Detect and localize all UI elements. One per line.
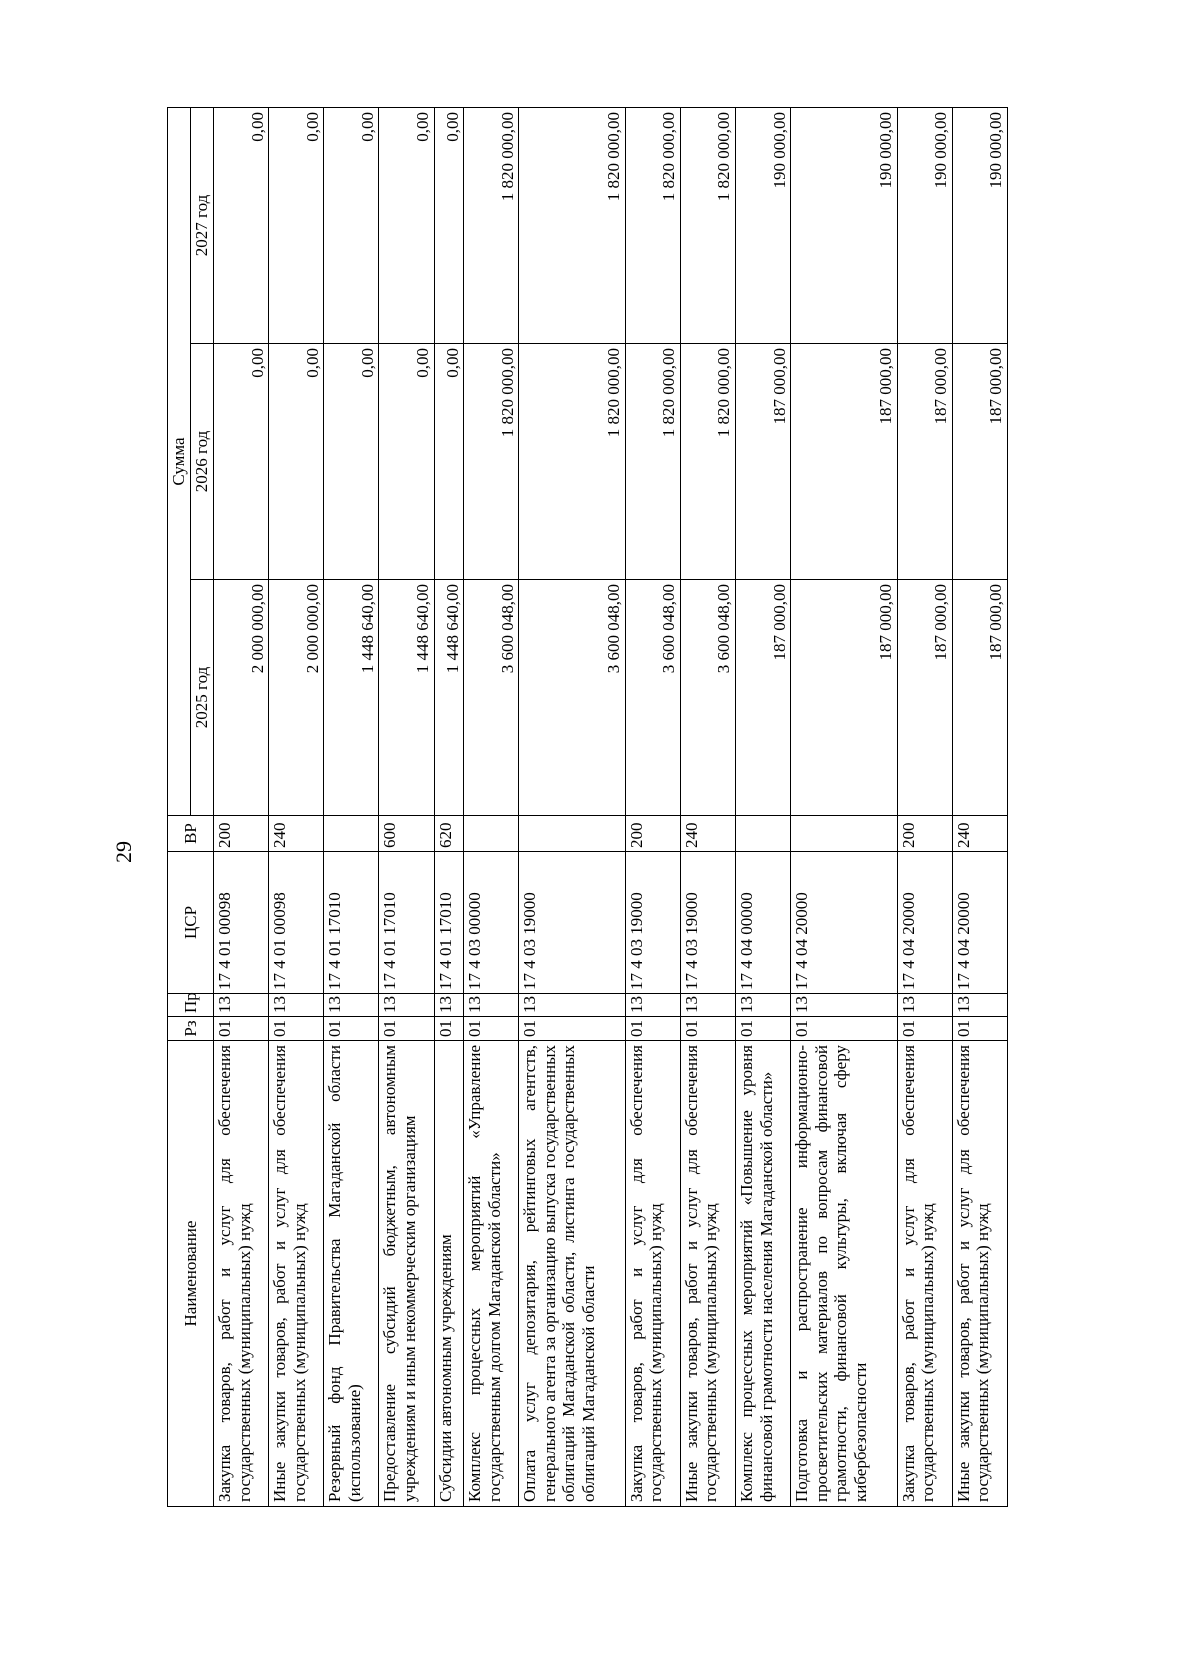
row-vr: 200	[214, 816, 269, 852]
table-body	[214, 107, 1008, 1506]
row-sum-2026: 187 000,00	[736, 344, 791, 580]
row-sum-2025: 3 600 048,00	[519, 580, 625, 816]
row-sum-2026: 0,00	[269, 344, 324, 580]
row-name: Комплекс процессных мероприятий «Повышение уровня финансовой грамотности населения Магаданской области»	[736, 1041, 791, 1507]
row-sum-2027: 0,00	[269, 107, 324, 343]
row-sum-2027: 190 000,00	[791, 107, 897, 343]
row-sum-2027: 1 820 000,00	[680, 107, 735, 343]
row-sum-2025: 1 448 640,00	[379, 580, 434, 816]
row-sum-2025: 187 000,00	[952, 580, 1007, 816]
row-vr: 620	[434, 816, 464, 852]
header-sum: Сумма	[168, 107, 191, 815]
row-name: Иные закупки товаров, работ и услуг для обеспечения государственных (муниципальных) нужд	[952, 1041, 1007, 1507]
row-sum-2025: 2 000 000,00	[214, 580, 269, 816]
table-row	[791, 107, 897, 1506]
row-pr: 13	[379, 994, 434, 1017]
row-vr	[324, 816, 379, 852]
row-sum-2025: 1 448 640,00	[434, 580, 464, 816]
row-sum-2025: 1 448 640,00	[324, 580, 379, 816]
row-vr	[736, 816, 791, 852]
row-sum-2026: 0,00	[434, 344, 464, 580]
table-row	[519, 107, 625, 1506]
table-row	[434, 107, 464, 1506]
row-pr: 13	[464, 994, 519, 1017]
row-csr: 17 4 03 19000	[680, 852, 735, 994]
row-sum-2025: 3 600 048,00	[464, 580, 519, 816]
row-pr: 13	[897, 994, 952, 1017]
row-csr: 17 4 01 17010	[324, 852, 379, 994]
row-sum-2025: 187 000,00	[791, 580, 897, 816]
table-row	[379, 107, 434, 1506]
header-vr: ВР	[168, 816, 214, 852]
row-name: Иные закупки товаров, работ и услуг для обеспечения государственных (муниципальных) нужд	[269, 1041, 324, 1507]
row-name: Оплата услуг депозитария, рейтинговых агентств, генерального агента за организацию выпуска государственных облигаций Магаданской области, листинга государственных облигаций Магаданской области	[519, 1041, 625, 1507]
row-csr: 17 4 04 20000	[897, 852, 952, 994]
row-sum-2025: 2 000 000,00	[269, 580, 324, 816]
header-rz: Рз	[168, 1017, 214, 1041]
table-row	[952, 107, 1007, 1506]
row-sum-2026: 1 820 000,00	[464, 344, 519, 580]
header-year-2025: 2025 год	[191, 580, 214, 816]
row-vr: 240	[680, 816, 735, 852]
row-sum-2027: 0,00	[434, 107, 464, 343]
row-vr: 600	[379, 816, 434, 852]
header-pr: Пр	[168, 994, 214, 1017]
row-name: Предоставление субсидий бюджетным, автономным учреждениям и иным некоммерческим организациям	[379, 1041, 434, 1507]
row-rz: 01	[952, 1017, 1007, 1041]
row-pr: 13	[214, 994, 269, 1017]
row-rz: 01	[379, 1017, 434, 1041]
table-row	[736, 107, 791, 1506]
row-name: Подготовка и распространение информационно-просветительских материалов по вопросам финансовой грамотности, финансовой культуры, включая сферу кибербезопасности	[791, 1041, 897, 1507]
row-csr: 17 4 01 17010	[379, 852, 434, 994]
row-pr: 13	[625, 994, 680, 1017]
row-sum-2026: 1 820 000,00	[519, 344, 625, 580]
row-sum-2027: 1 820 000,00	[464, 107, 519, 343]
row-sum-2026: 1 820 000,00	[625, 344, 680, 580]
header-year-2027: 2027 год	[191, 107, 214, 343]
row-name: Комплекс процессных мероприятий «Управление государственным долгом Магаданской области»	[464, 1041, 519, 1507]
row-vr: 240	[952, 816, 1007, 852]
row-rz: 01	[324, 1017, 379, 1041]
table-row	[464, 107, 519, 1506]
row-name: Субсидии автономным учреждениям	[434, 1041, 464, 1507]
row-pr: 13	[324, 994, 379, 1017]
row-sum-2025: 187 000,00	[736, 580, 791, 816]
budget-table	[167, 107, 1008, 1507]
budget-table-container	[167, 108, 1008, 1507]
row-csr: 17 4 01 00098	[269, 852, 324, 994]
row-pr: 13	[791, 994, 897, 1017]
row-csr: 17 4 03 19000	[625, 852, 680, 994]
row-name: Резервный фонд Правительства Магаданской области (использование)	[324, 1041, 379, 1507]
row-sum-2025: 3 600 048,00	[680, 580, 735, 816]
page-number: 29	[111, 841, 136, 863]
row-name: Закупка товаров, работ и услуг для обеспечения государственных (муниципальных) нужд	[214, 1041, 269, 1507]
row-sum-2027: 0,00	[379, 107, 434, 343]
row-csr: 17 4 01 00098	[214, 852, 269, 994]
table-row	[897, 107, 952, 1506]
row-pr: 13	[952, 994, 1007, 1017]
row-rz: 01	[269, 1017, 324, 1041]
row-sum-2026: 187 000,00	[952, 344, 1007, 580]
row-pr: 13	[269, 994, 324, 1017]
row-name: Закупка товаров, работ и услуг для обеспечения государственных (муниципальных) нужд	[625, 1041, 680, 1507]
row-sum-2027: 0,00	[324, 107, 379, 343]
row-pr: 13	[519, 994, 625, 1017]
row-sum-2025: 3 600 048,00	[625, 580, 680, 816]
row-rz: 01	[680, 1017, 735, 1041]
row-sum-2027: 190 000,00	[952, 107, 1007, 343]
row-csr: 17 4 04 20000	[952, 852, 1007, 994]
row-sum-2026: 1 820 000,00	[680, 344, 735, 580]
row-sum-2027: 1 820 000,00	[519, 107, 625, 343]
row-sum-2026: 0,00	[214, 344, 269, 580]
header-name: Наименование	[168, 1041, 214, 1507]
table-row	[680, 107, 735, 1506]
row-sum-2026: 0,00	[324, 344, 379, 580]
header-year-2026: 2026 год	[191, 344, 214, 580]
row-vr: 200	[897, 816, 952, 852]
table-row	[625, 107, 680, 1506]
row-csr: 17 4 03 00000	[464, 852, 519, 994]
row-rz: 01	[214, 1017, 269, 1041]
row-vr: 240	[269, 816, 324, 852]
row-rz: 01	[434, 1017, 464, 1041]
row-rz: 01	[897, 1017, 952, 1041]
row-rz: 01	[519, 1017, 625, 1041]
row-vr: 200	[625, 816, 680, 852]
row-sum-2026: 187 000,00	[791, 344, 897, 580]
table-header-row	[168, 107, 191, 1506]
table-row	[214, 107, 269, 1506]
table-row	[269, 107, 324, 1506]
row-pr: 13	[736, 994, 791, 1017]
row-csr: 17 4 03 19000	[519, 852, 625, 994]
row-name: Иные закупки товаров, работ и услуг для обеспечения государственных (муниципальных) нужд	[680, 1041, 735, 1507]
row-sum-2025: 187 000,00	[897, 580, 952, 816]
table-row	[324, 107, 379, 1506]
row-rz: 01	[791, 1017, 897, 1041]
row-sum-2026: 187 000,00	[897, 344, 952, 580]
row-vr	[791, 816, 897, 852]
row-rz: 01	[625, 1017, 680, 1041]
row-pr: 13	[680, 994, 735, 1017]
row-sum-2027: 0,00	[214, 107, 269, 343]
row-sum-2027: 190 000,00	[736, 107, 791, 343]
row-rz: 01	[736, 1017, 791, 1041]
header-csr: ЦСР	[168, 852, 214, 994]
row-sum-2027: 190 000,00	[897, 107, 952, 343]
row-rz: 01	[464, 1017, 519, 1041]
row-pr: 13	[434, 994, 464, 1017]
row-sum-2026: 0,00	[379, 344, 434, 580]
row-sum-2027: 1 820 000,00	[625, 107, 680, 343]
row-name: Закупка товаров, работ и услуг для обеспечения государственных (муниципальных) нужд	[897, 1041, 952, 1507]
row-csr: 17 4 04 00000	[736, 852, 791, 994]
row-vr	[464, 816, 519, 852]
row-vr	[519, 816, 625, 852]
row-csr: 17 4 04 20000	[791, 852, 897, 994]
row-csr: 17 4 01 17010	[434, 852, 464, 994]
